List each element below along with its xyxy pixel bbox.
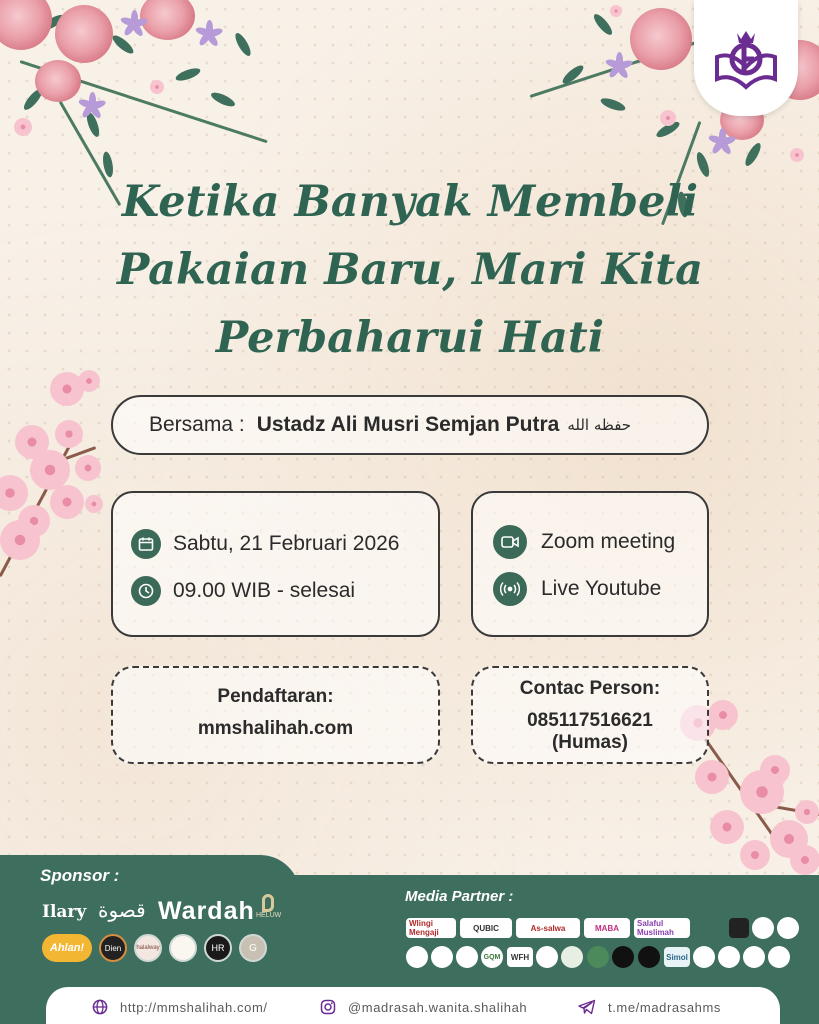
platform-box bbox=[471, 491, 709, 637]
event-title bbox=[60, 168, 760, 372]
media-logo-circle-10 bbox=[718, 946, 740, 968]
speaker-label: Bersama : bbox=[149, 413, 245, 436]
website-contact[interactable] bbox=[92, 999, 268, 1015]
calendar-icon bbox=[131, 529, 161, 559]
contact-person-label: Contac Person: bbox=[519, 678, 661, 699]
clock-icon bbox=[131, 576, 161, 606]
media-logo-wfh: WFH bbox=[507, 947, 533, 967]
sponsor-logo-wardah: Wardah bbox=[158, 897, 255, 925]
media-logo-circle-8 bbox=[638, 946, 660, 968]
book-crown-icon bbox=[711, 23, 781, 93]
website-url: http://mmshalihah.com/ bbox=[120, 999, 268, 1015]
telegram-icon bbox=[578, 999, 596, 1015]
speaker-name: Ustadz Ali Musri Semjan Putra bbox=[256, 413, 560, 436]
instagram-icon bbox=[320, 999, 336, 1015]
media-logo-circle-12 bbox=[768, 946, 790, 968]
media-logo-circle-3 bbox=[456, 946, 478, 968]
video-camera-icon bbox=[493, 525, 527, 559]
sponsor-logo-qaf bbox=[169, 934, 197, 962]
media-logo-wlingi-mengaji: Wlingi Mengaji bbox=[406, 918, 456, 938]
media-logo-circle-7 bbox=[612, 946, 634, 968]
contact-person-role: (Humas) bbox=[551, 732, 628, 753]
title-line-2: Pakaian Baru, Mari Kita bbox=[116, 245, 704, 295]
media-logo-maba: MABA bbox=[584, 918, 630, 938]
media-logo-circle-5 bbox=[561, 946, 583, 968]
live-broadcast-icon bbox=[493, 572, 527, 606]
live-youtube-label: Live Youtube bbox=[541, 577, 662, 600]
media-logo-small-1 bbox=[729, 918, 749, 938]
media-partner-label: Media Partner : bbox=[405, 888, 514, 905]
sponsor-logo-qaswah: قصوة bbox=[98, 898, 146, 922]
media-logo-circle-11 bbox=[743, 946, 765, 968]
sponsor-logo-halalway: halalway bbox=[134, 934, 162, 962]
sponsor-label: Sponsor : bbox=[40, 866, 120, 885]
registration-label: Pendaftaran: bbox=[217, 686, 334, 707]
registration-link[interactable]: mmshalihah.com bbox=[197, 718, 354, 739]
speaker-pill bbox=[111, 395, 709, 455]
contact-person-phone[interactable]: 085117516621 bbox=[527, 710, 653, 731]
media-logo-circle-9 bbox=[693, 946, 715, 968]
media-logo-qubic: QUBIC bbox=[460, 918, 512, 938]
globe-icon bbox=[92, 999, 108, 1015]
contact-person-box bbox=[471, 666, 709, 764]
registration-box bbox=[111, 666, 440, 764]
media-logo-circle-1 bbox=[406, 946, 428, 968]
title-line-1: Ketika Banyak Membeli bbox=[121, 177, 699, 227]
media-logo-circle-2 bbox=[431, 946, 453, 968]
sponsor-logo-ilary: Ilary bbox=[42, 902, 87, 922]
media-logo-small-3 bbox=[777, 917, 799, 939]
media-logo-simol: Simol bbox=[664, 947, 690, 967]
sponsor-logo-heluw: HELUW bbox=[256, 912, 282, 919]
sponsor-logo-ahlan: Ahlan! bbox=[42, 934, 92, 962]
media-logo-circle-4 bbox=[536, 946, 558, 968]
sponsor-logo-dien: Dien bbox=[99, 934, 127, 962]
media-logo-small-2 bbox=[752, 917, 774, 939]
media-logo-as-salwa: As-salwa bbox=[516, 918, 580, 938]
madrasah-logo bbox=[694, 0, 798, 116]
speaker-honorific: حفظه الله bbox=[567, 416, 632, 434]
sponsor-logo-hr: HR bbox=[204, 934, 232, 962]
schedule-box bbox=[111, 491, 440, 637]
media-logo-circle-6 bbox=[587, 946, 609, 968]
instagram-handle: @madrasah.wanita.shalihah bbox=[348, 999, 528, 1015]
sponsor-logo-g: G bbox=[239, 934, 267, 962]
media-logo-akhwat-creative bbox=[694, 918, 726, 938]
media-logo-gqm: GQM bbox=[481, 946, 503, 968]
title-line-3: Perbaharui Hati bbox=[215, 313, 605, 363]
event-date: Sabtu, 21 Februari 2026 bbox=[173, 532, 400, 555]
event-time: 09.00 WIB - selesai bbox=[173, 579, 356, 602]
instagram-contact[interactable] bbox=[320, 999, 527, 1015]
zoom-meeting-label: Zoom meeting bbox=[541, 530, 676, 553]
telegram-link: t.me/madrasahms bbox=[608, 999, 722, 1015]
telegram-contact[interactable] bbox=[578, 999, 721, 1015]
media-logo-salaful-muslimah: Salaful Muslimah bbox=[634, 918, 690, 938]
heluw-mark-icon bbox=[262, 894, 274, 912]
